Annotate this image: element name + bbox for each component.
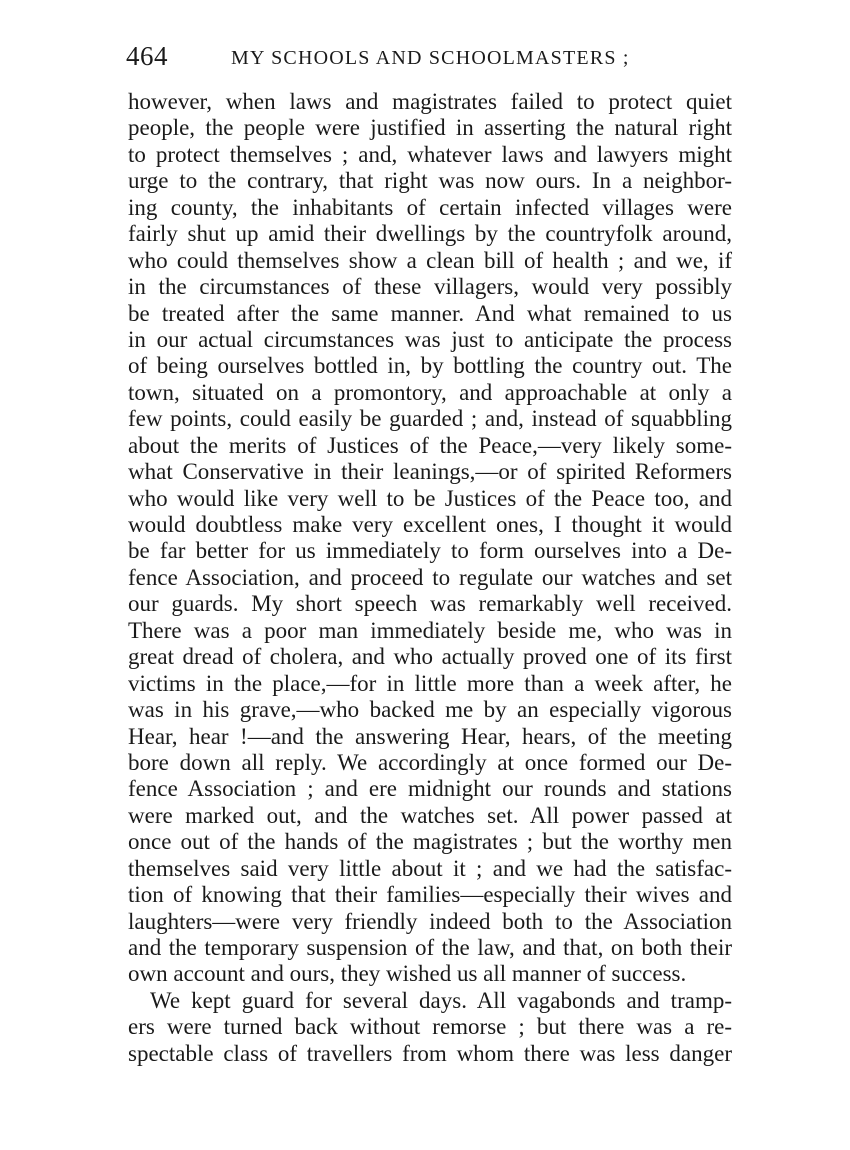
text-line: ers were turned back without remorse ; but there was a re- (128, 1014, 732, 1040)
text-line: We kept guard for several days. All vagabonds and tramp- (150, 987, 732, 1013)
text-line: great dread of cholera, and who actually proved one of its first (128, 644, 732, 670)
text-line: however, when laws and magistrates failed to protect quiet (128, 89, 732, 114)
running-head: MY SCHOOLS AND SCHOOLMASTERS ; (231, 47, 630, 69)
text-line: of being ourselves bottled in, by bottling the country out. The (128, 353, 732, 379)
text-line: what Conservative in their leanings,—or of spirited Reformers (128, 459, 732, 485)
text-line: who could themselves show a clean bill of health ; and we, if (128, 247, 732, 273)
text-line: ing county, the inhabitants of certain infected villages were (128, 194, 732, 220)
text-line: fence Association ; and ere midnight our rounds and stations (128, 776, 732, 802)
text-line: be treated after the same manner. And what remained to us (128, 300, 732, 326)
text-line: about the merits of Justices of the Peace,—very likely some- (128, 432, 732, 458)
page-number: 464 (126, 41, 168, 71)
text-line: own account and ours, they wished us all manner of success. (128, 961, 687, 987)
paragraph-2 (128, 988, 732, 1067)
text-line: to protect themselves ; and, whatever laws and lawyers might (128, 141, 732, 167)
page-header (122, 36, 730, 76)
text-line: tion of knowing that their families—especially their wives and (128, 882, 732, 908)
text-line: There was a poor man immediately beside me, who was in (128, 617, 732, 643)
text-line: town, situated on a promontory, and approachable at only a (128, 379, 732, 405)
text-line: would doubtless make very excellent ones, I thought it would (128, 512, 732, 537)
text-line: was in his grave,—who backed me by an especially vigorous (128, 697, 732, 723)
paragraph-1 (128, 89, 732, 988)
text-line: Hear, hear !—and the answering Hear, hears, of the meeting (128, 723, 732, 749)
text-line: in the circumstances of these villagers, would very possibly (128, 274, 732, 300)
text-line: were marked out, and the watches set. All power passed at (128, 802, 732, 828)
text-line: spectable class of travellers from whom there was less danger (128, 1040, 732, 1066)
body-text (128, 89, 732, 1067)
text-line: bore down all reply. We accordingly at once formed our De- (128, 749, 732, 775)
text-line: fairly shut up amid their dwellings by the countryfolk around, (128, 221, 732, 247)
text-line: victims in the place,—for in little more than a week after, he (128, 670, 732, 696)
text-line: who would like very well to be Justices of the Peace too, and (128, 485, 732, 511)
text-line: be far better for us immediately to form ourselves into a De- (128, 538, 732, 564)
text-line: our guards. My short speech was remarkably well received. (128, 591, 732, 617)
text-line: once out of the hands of the magistrates ; but the worthy men (128, 829, 732, 855)
text-line: urge to the contrary, that right was now ours. In a neighbor- (128, 168, 732, 194)
text-line: laughters—were very friendly indeed both to the Association (128, 908, 732, 934)
text-line: themselves said very little about it ; and we had the satisfac- (128, 855, 732, 881)
text-line: and the temporary suspension of the law, and that, on both their (128, 935, 732, 960)
text-line: in our actual circumstances was just to anticipate the process (128, 326, 732, 352)
text-line: few points, could easily be guarded ; and, instead of squabbling (128, 406, 732, 432)
text-line: people, the people were justified in asserting the natural right (128, 115, 732, 141)
text-line: fence Association, and proceed to regulate our watches and set (128, 564, 732, 590)
